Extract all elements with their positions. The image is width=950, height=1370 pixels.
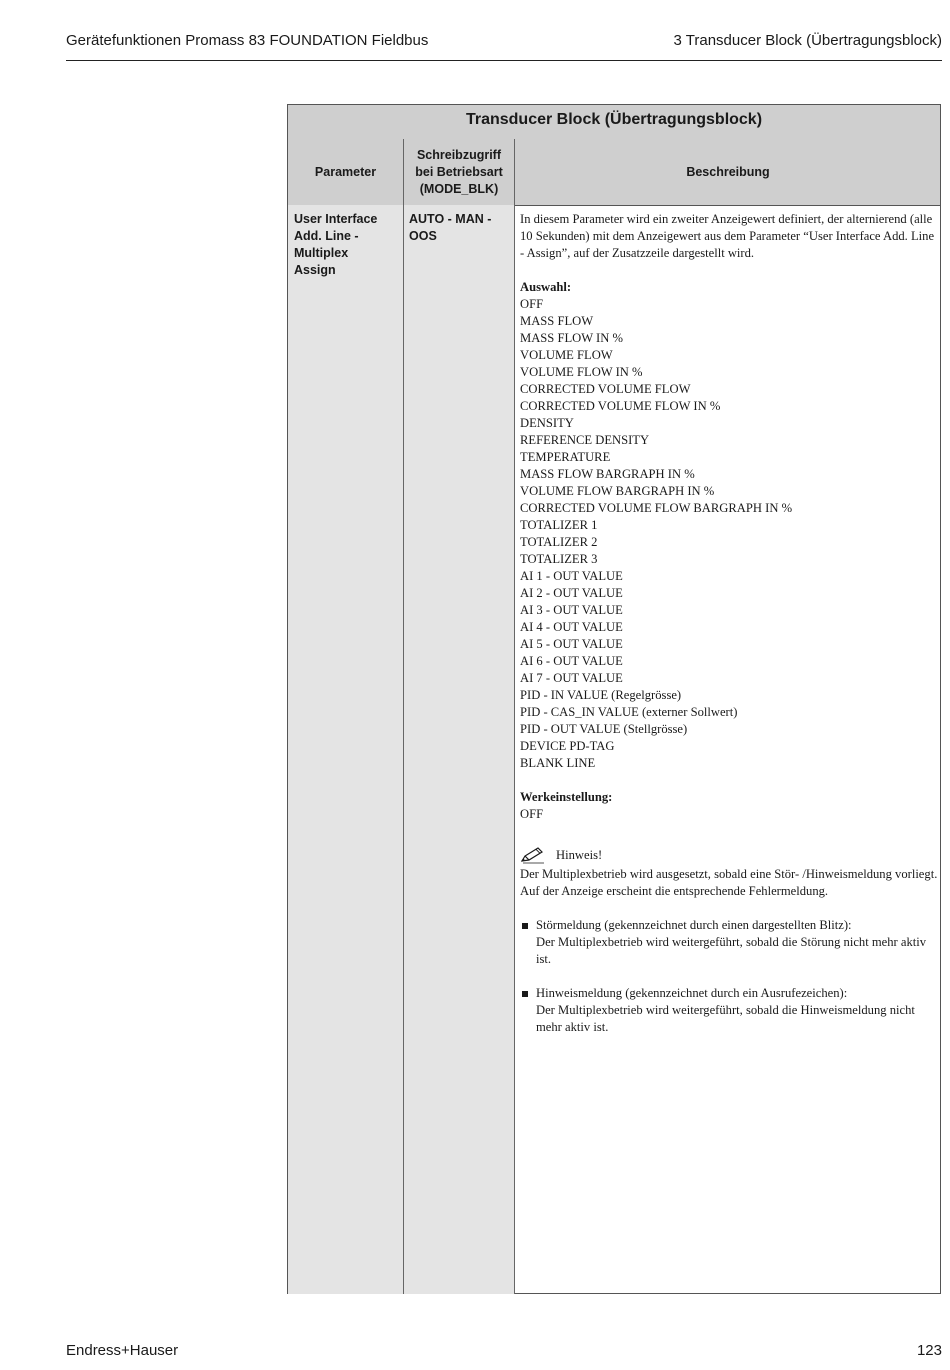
- option-item: MASS FLOW IN %: [520, 331, 623, 345]
- option-item: PID - OUT VALUE (Stellgrösse): [520, 722, 688, 736]
- write-access-line: OOS: [409, 229, 437, 243]
- column-header-access-line: bei Betriebsart: [415, 164, 503, 179]
- column-divider: [514, 205, 515, 1294]
- option-item: DENSITY: [520, 416, 574, 430]
- note-heading: [520, 844, 938, 866]
- default-value: OFF: [520, 807, 544, 821]
- option-item: REFERENCE DENSITY: [520, 433, 650, 447]
- table-header: [288, 105, 940, 206]
- option-item: CORRECTED VOLUME FLOW BARGRAPH IN %: [520, 501, 793, 515]
- option-item: OFF: [520, 297, 544, 311]
- column-header-access-line: (MODE_BLK): [419, 181, 499, 196]
- write-access: [409, 211, 511, 245]
- write-access-line: AUTO - MAN -: [409, 212, 492, 226]
- parameter-name-line: Multiplex: [294, 246, 349, 260]
- option-item: CORRECTED VOLUME FLOW: [520, 382, 691, 396]
- parameter-name-line: User Interface: [294, 212, 378, 226]
- header-right: 3 Transducer Block (Übertragungsblock): [673, 32, 942, 49]
- option-item: PID - IN VALUE (Regelgrösse): [520, 688, 682, 702]
- option-item: VOLUME FLOW IN %: [520, 365, 643, 379]
- option-item: BLANK LINE: [520, 756, 596, 770]
- bullet-item: [520, 917, 938, 968]
- option-item: DEVICE PD-TAG: [520, 739, 615, 753]
- pencil-icon: [520, 846, 546, 864]
- option-item: AI 4 - OUT VALUE: [520, 620, 623, 634]
- selection-label: Auswahl:: [520, 280, 572, 294]
- option-item: AI 2 - OUT VALUE: [520, 586, 623, 600]
- page-number: 123: [916, 1342, 942, 1359]
- column-header-access-line: Schreibzugriff: [416, 147, 502, 162]
- bullet-title: Hinweismeldung (gekennzeichnet durch ein Ausrufezeichen):: [536, 986, 848, 1000]
- bullet-square-icon: [522, 991, 528, 997]
- column-header-parameter: Parameter: [314, 164, 377, 179]
- parameter-column-bg: [288, 205, 403, 1294]
- option-item: MASS FLOW BARGRAPH IN %: [520, 467, 695, 481]
- option-item: AI 7 - OUT VALUE: [520, 671, 623, 685]
- option-item: AI 5 - OUT VALUE: [520, 637, 623, 651]
- bullet-item: [520, 985, 938, 1036]
- footer-brand: Endress+Hauser: [66, 1342, 179, 1359]
- parameter-name: [294, 211, 399, 279]
- option-item: PID - CAS_IN VALUE (externer Sollwert): [520, 705, 738, 719]
- note-text: Der Multiplexbetrieb wird ausgesetzt, sobald eine Stör- /Hinweismeldung vorliegt. Auf der Anzeige erscheint die entsprechende Fehlermeldung.: [520, 867, 938, 898]
- table-title: Transducer Block (Übertragungsblock): [465, 111, 763, 128]
- option-item: AI 6 - OUT VALUE: [520, 654, 623, 668]
- option-list: [520, 296, 938, 772]
- header-left: Gerätefunktionen Promass 83 FOUNDATION Fieldbus: [66, 32, 429, 49]
- option-item: VOLUME FLOW: [520, 348, 613, 362]
- bullet-text: Der Multiplexbetrieb wird weitergeführt, sobald die Hinweismeldung nicht mehr aktiv ist.: [536, 1003, 915, 1034]
- bullet-square-icon: [522, 923, 528, 929]
- column-header-access: [403, 139, 514, 205]
- bullet-text: Der Multiplexbetrieb wird weitergeführt, sobald die Störung nicht mehr aktiv ist.: [536, 935, 927, 966]
- option-item: TOTALIZER 3: [520, 552, 598, 566]
- option-item: CORRECTED VOLUME FLOW IN %: [520, 399, 721, 413]
- description: [520, 211, 938, 1036]
- column-header-description: Beschreibung: [514, 139, 941, 205]
- note-label: Hinweis!: [556, 847, 603, 862]
- description-intro: In diesem Parameter wird ein zweiter Anzeigewert definiert, der alternierend (alle 10 Sekunden) mit dem Anzeigewert aus dem Parameter “User Interface Add. Line - Assign”, auf der Zusatzzeile dargestellt wird.: [520, 212, 935, 260]
- bullet-title: Störmeldung (gekennzeichnet durch einen dargestellten Blitz):: [536, 918, 852, 932]
- option-item: TOTALIZER 2: [520, 535, 598, 549]
- default-label: Werkeinstellung:: [520, 790, 613, 804]
- option-item: VOLUME FLOW BARGRAPH IN %: [520, 484, 715, 498]
- parameter-name-line: Assign: [294, 263, 336, 277]
- option-item: AI 1 - OUT VALUE: [520, 569, 623, 583]
- parameter-table: [287, 104, 941, 1294]
- column-divider: [403, 205, 404, 1294]
- option-item: MASS FLOW: [520, 314, 594, 328]
- access-column-bg: [403, 205, 514, 1294]
- parameter-name-line: Add. Line -: [294, 229, 359, 243]
- option-item: TOTALIZER 1: [520, 518, 598, 532]
- option-item: TEMPERATURE: [520, 450, 611, 464]
- option-item: AI 3 - OUT VALUE: [520, 603, 623, 617]
- header-rule: [66, 60, 942, 61]
